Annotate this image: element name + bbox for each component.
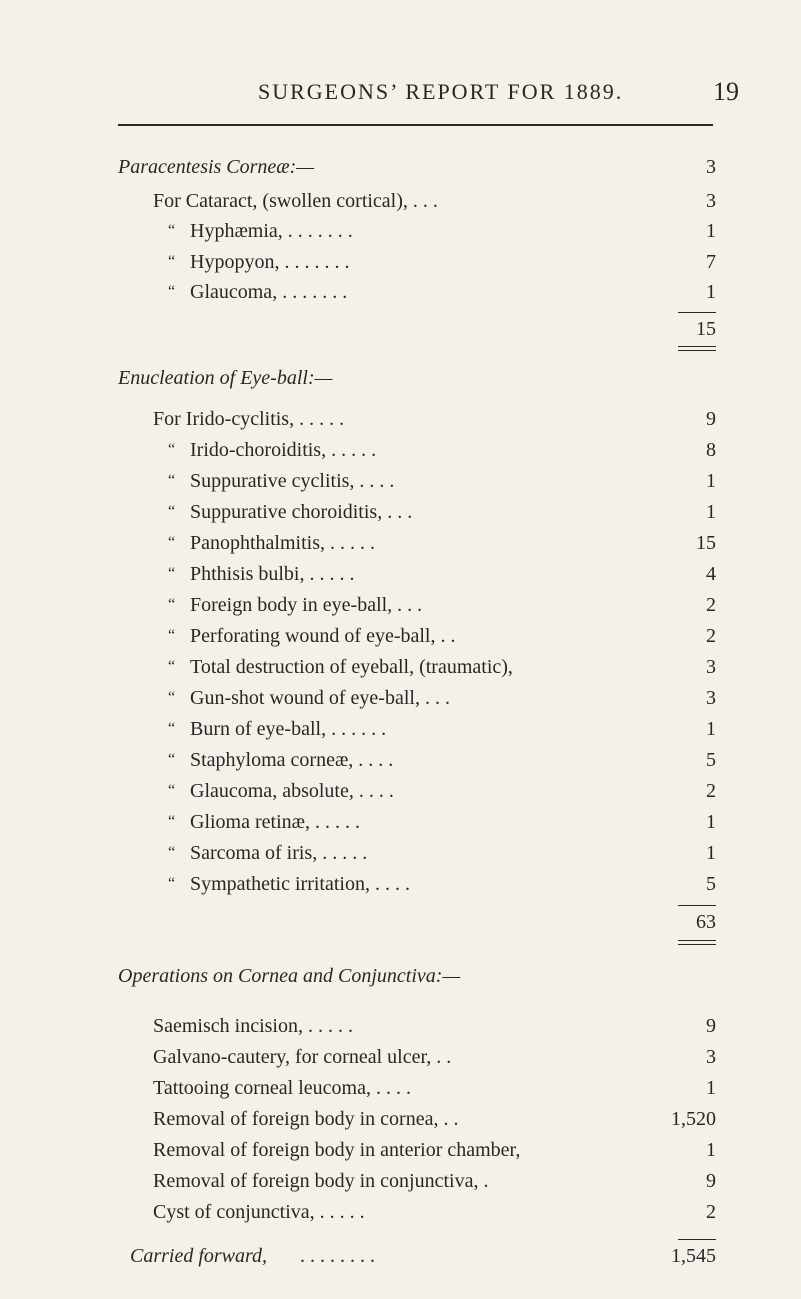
row-value: 4 — [706, 563, 716, 585]
row-label: Suppurative cyclitis, . . . . — [190, 470, 395, 492]
row-label: Cyst of conjunctiva, . . . . . — [153, 1201, 365, 1223]
subtotal-rule — [678, 905, 716, 906]
row-label: Glaucoma, . . . . . . . — [190, 281, 348, 303]
running-title: SURGEONS’ REPORT FOR 1889. — [258, 79, 624, 104]
table-row — [0, 873, 801, 903]
row-label: Galvano-cautery, for corneal ulcer, . . — [153, 1046, 452, 1068]
subtotal-rule — [678, 312, 716, 313]
row-value: 2 — [706, 780, 716, 802]
row-value: 1 — [706, 220, 716, 242]
row-label: Saemisch incision, . . . . . — [153, 1015, 353, 1037]
table-row — [0, 1077, 801, 1107]
table-row — [0, 190, 801, 220]
ditto-mark: “ — [168, 844, 176, 861]
section-total: 63 — [696, 911, 716, 933]
ditto-mark: “ — [168, 565, 176, 582]
row-label: Suppurative choroiditis, . . . — [190, 501, 413, 523]
table-row — [0, 656, 801, 686]
table-row — [0, 408, 801, 438]
row-value: 3 — [706, 656, 716, 678]
row-value: 3 — [706, 687, 716, 709]
row-label: Hypopyon, . . . . . . . — [190, 251, 350, 273]
row-value: 8 — [706, 439, 716, 461]
ditto-mark: “ — [168, 441, 176, 458]
row-label: Removal of foreign body in cornea, . . — [153, 1108, 459, 1130]
table-row — [0, 1108, 801, 1138]
ditto-mark: “ — [168, 472, 176, 489]
row-value: 1 — [706, 811, 716, 833]
row-value: 1 — [706, 718, 716, 740]
row-label: Hyphæmia, . . . . . . . — [190, 220, 353, 242]
row-value: 9 — [706, 1170, 716, 1192]
ditto-mark: “ — [168, 751, 176, 768]
row-value: 5 — [706, 873, 716, 895]
row-value: 3 — [706, 1046, 716, 1068]
ditto-mark: “ — [168, 658, 176, 675]
table-row — [0, 718, 801, 748]
row-value: 1 — [706, 501, 716, 523]
table-row — [0, 470, 801, 500]
table-row — [0, 251, 801, 281]
row-label: Panophthalmitis, . . . . . — [190, 532, 375, 554]
row-label: Foreign body in eye-ball, . . . — [190, 594, 423, 616]
total-double-rule — [678, 940, 716, 945]
table-row — [0, 281, 801, 311]
row-label: Sarcoma of iris, . . . . . — [190, 842, 368, 864]
section-title-count: 3 — [706, 156, 716, 178]
carried-forward-dots: . . . . . . . . — [300, 1245, 375, 1267]
table-row — [0, 1139, 801, 1169]
ditto-mark: “ — [168, 253, 176, 270]
row-value: 9 — [706, 408, 716, 430]
row-value: 7 — [706, 251, 716, 273]
table-row — [0, 563, 801, 593]
section-total: 15 — [696, 318, 716, 340]
table-row — [0, 749, 801, 779]
table-row — [0, 532, 801, 562]
table-row — [0, 687, 801, 717]
ditto-mark: “ — [168, 503, 176, 520]
row-label: Gun-shot wound of eye-ball, . . . — [190, 687, 450, 709]
row-label: Phthisis bulbi, . . . . . — [190, 563, 355, 585]
table-row — [0, 780, 801, 810]
carried-forward-value: 1,545 — [671, 1245, 716, 1267]
table-row — [0, 1201, 801, 1231]
row-value: 5 — [706, 749, 716, 771]
row-label: Total destruction of eyeball, (traumatic), — [190, 656, 513, 678]
ditto-mark: “ — [168, 813, 176, 830]
subtotal-rule — [678, 1239, 716, 1240]
table-row — [0, 842, 801, 872]
section-title: Enucleation of Eye-ball:— — [118, 367, 333, 389]
ditto-mark: “ — [168, 283, 176, 300]
ditto-mark: “ — [168, 689, 176, 706]
row-value: 2 — [706, 594, 716, 616]
row-label: Removal of foreign body in conjunctiva, . — [153, 1170, 489, 1192]
ditto-mark: “ — [168, 596, 176, 613]
table-row — [0, 594, 801, 624]
row-label: For Irido-cyclitis, . . . . . — [153, 408, 345, 430]
row-value: 1 — [706, 842, 716, 864]
row-label: Glaucoma, absolute, . . . . — [190, 780, 394, 802]
table-row — [0, 220, 801, 250]
ditto-mark: “ — [168, 222, 176, 239]
row-value: 1,520 — [671, 1108, 716, 1130]
row-label: Sympathetic irritation, . . . . — [190, 873, 410, 895]
ditto-mark: “ — [168, 627, 176, 644]
row-value: 1 — [706, 470, 716, 492]
row-value: 15 — [696, 532, 716, 554]
row-label: Removal of foreign body in anterior chamber, — [153, 1139, 521, 1161]
row-value: 1 — [706, 1139, 716, 1161]
table-row — [0, 501, 801, 531]
total-double-rule — [678, 346, 716, 351]
row-label: Perforating wound of eye-ball, . . — [190, 625, 456, 647]
ditto-mark: “ — [168, 782, 176, 799]
table-row — [0, 625, 801, 655]
ditto-mark: “ — [168, 720, 176, 737]
ditto-mark: “ — [168, 534, 176, 551]
carried-forward-label: Carried forward, — [130, 1245, 268, 1267]
row-label: Burn of eye-ball, . . . . . . — [190, 718, 387, 740]
table-row — [0, 1015, 801, 1045]
page-number: 19 — [713, 77, 739, 106]
row-label: Tattooing corneal leucoma, . . . . — [153, 1077, 411, 1099]
header-rule — [118, 124, 713, 126]
section-title: Paracentesis Corneæ:— — [118, 156, 315, 178]
row-value: 1 — [706, 1077, 716, 1099]
row-value: 2 — [706, 625, 716, 647]
row-value: 2 — [706, 1201, 716, 1223]
row-value: 1 — [706, 281, 716, 303]
section-title: Operations on Cornea and Conjunctiva:— — [118, 965, 461, 987]
row-value: 9 — [706, 1015, 716, 1037]
table-row — [0, 1046, 801, 1076]
row-label: Staphyloma corneæ, . . . . — [190, 749, 394, 771]
ditto-mark: “ — [168, 875, 176, 892]
row-label: For Cataract, (swollen cortical), . . . — [153, 190, 438, 212]
row-value: 3 — [706, 190, 716, 212]
table-row — [0, 811, 801, 841]
row-label: Glioma retinæ, . . . . . — [190, 811, 360, 833]
table-row — [0, 1170, 801, 1200]
table-row — [0, 439, 801, 469]
row-label: Irido-choroiditis, . . . . . — [190, 439, 377, 461]
